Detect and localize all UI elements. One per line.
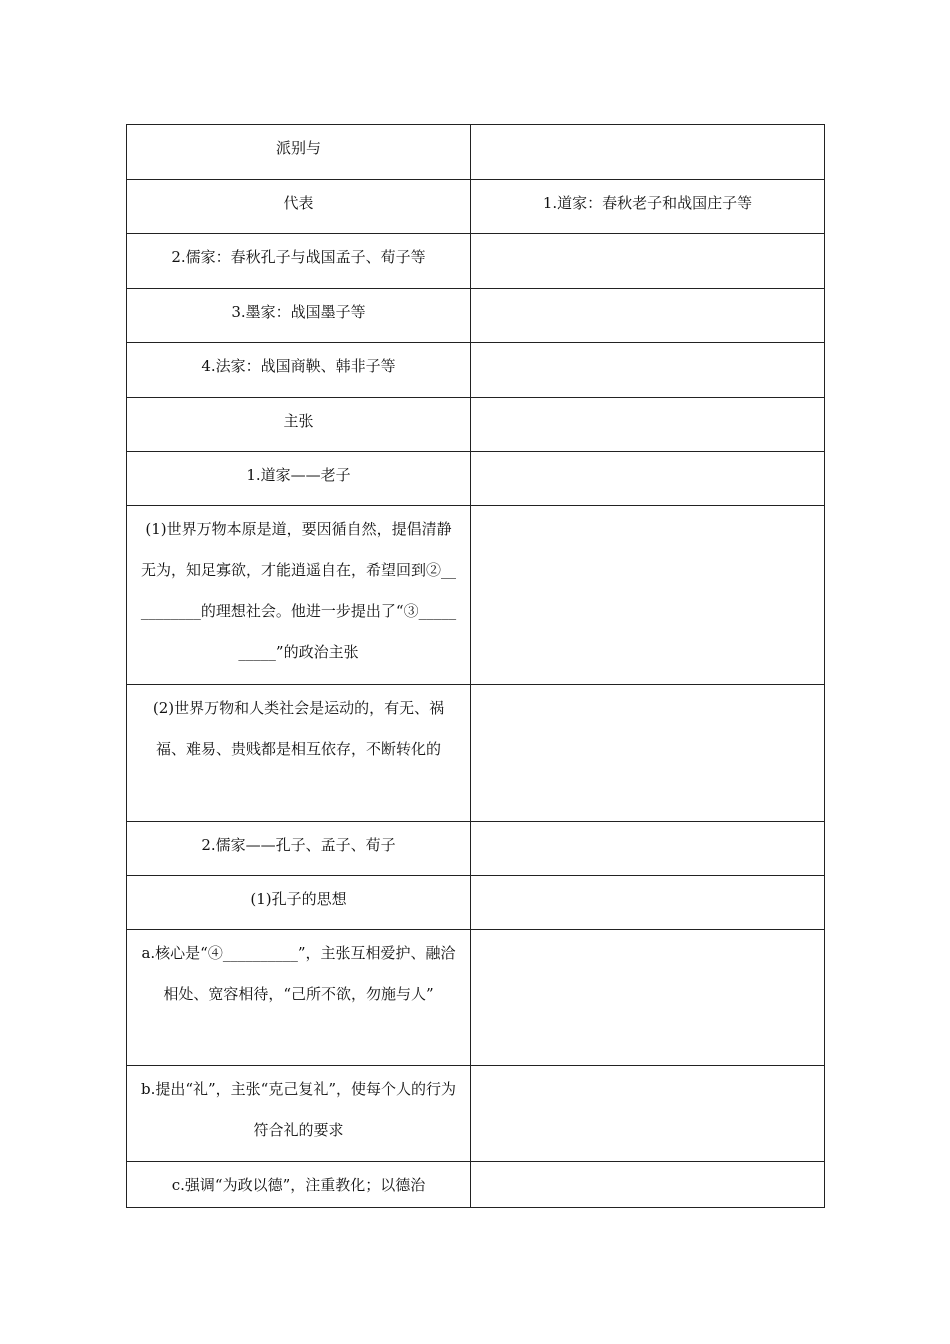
table-row bbox=[127, 1066, 825, 1162]
cell-right bbox=[471, 234, 825, 289]
table-row bbox=[127, 876, 825, 930]
table-row bbox=[127, 289, 825, 343]
cell-left: 4.法家：战国商鞅、韩非子等 bbox=[127, 343, 471, 398]
table-row bbox=[127, 343, 825, 398]
table-row bbox=[127, 125, 825, 180]
cell-left: 主张 bbox=[127, 398, 471, 452]
cell-right bbox=[471, 506, 825, 685]
table-row bbox=[127, 1162, 825, 1208]
table-row bbox=[127, 822, 825, 876]
table-row bbox=[127, 685, 825, 822]
cell-right bbox=[471, 930, 825, 1066]
cell-right bbox=[471, 452, 825, 506]
table-row bbox=[127, 930, 825, 1066]
cell-right: 1.道家：春秋老子和战国庄子等 bbox=[471, 180, 825, 234]
cell-left: 1.道家——老子 bbox=[127, 452, 471, 506]
table-row bbox=[127, 398, 825, 452]
cell-right bbox=[471, 822, 825, 876]
cell-left: 3.墨家：战国墨子等 bbox=[127, 289, 471, 343]
table-row bbox=[127, 234, 825, 289]
cell-right bbox=[471, 1066, 825, 1162]
cell-left: c.强调“为政以德”，注重教化；以德治 bbox=[127, 1162, 471, 1208]
table-row bbox=[127, 452, 825, 506]
cell-left: (1)世界万物本原是道，要因循自然，提倡清静无为，知足寡欲，才能逍遥自在，希望回到②__________的理想社会。他进一步提出了“③__________”的政治主张 bbox=[127, 506, 471, 685]
cell-left: a.核心是“④__________”，主张互相爱护、融洽相处、宽容相待，“己所不欲，勿施与人” bbox=[127, 930, 471, 1066]
table-row bbox=[127, 180, 825, 234]
cell-right bbox=[471, 876, 825, 930]
cell-left: 2.儒家——孔子、孟子、荀子 bbox=[127, 822, 471, 876]
table-row bbox=[127, 506, 825, 685]
cell-right bbox=[471, 685, 825, 822]
cell-left: 代表 bbox=[127, 180, 471, 234]
cell-right bbox=[471, 343, 825, 398]
cell-left: 派别与 bbox=[127, 125, 471, 180]
cell-left: b.提出“礼”，主张“克己复礼”，使每个人的行为符合礼的要求 bbox=[127, 1066, 471, 1162]
cell-left: (1)孔子的思想 bbox=[127, 876, 471, 930]
cell-left: 2.儒家：春秋孔子与战国孟子、荀子等 bbox=[127, 234, 471, 289]
cell-right bbox=[471, 125, 825, 180]
cell-right bbox=[471, 289, 825, 343]
cell-right bbox=[471, 398, 825, 452]
cell-left: (2)世界万物和人类社会是运动的，有无、祸福、难易、贵贱都是相互依存，不断转化的 bbox=[127, 685, 471, 822]
cell-right bbox=[471, 1162, 825, 1208]
notes-table bbox=[126, 124, 825, 1208]
